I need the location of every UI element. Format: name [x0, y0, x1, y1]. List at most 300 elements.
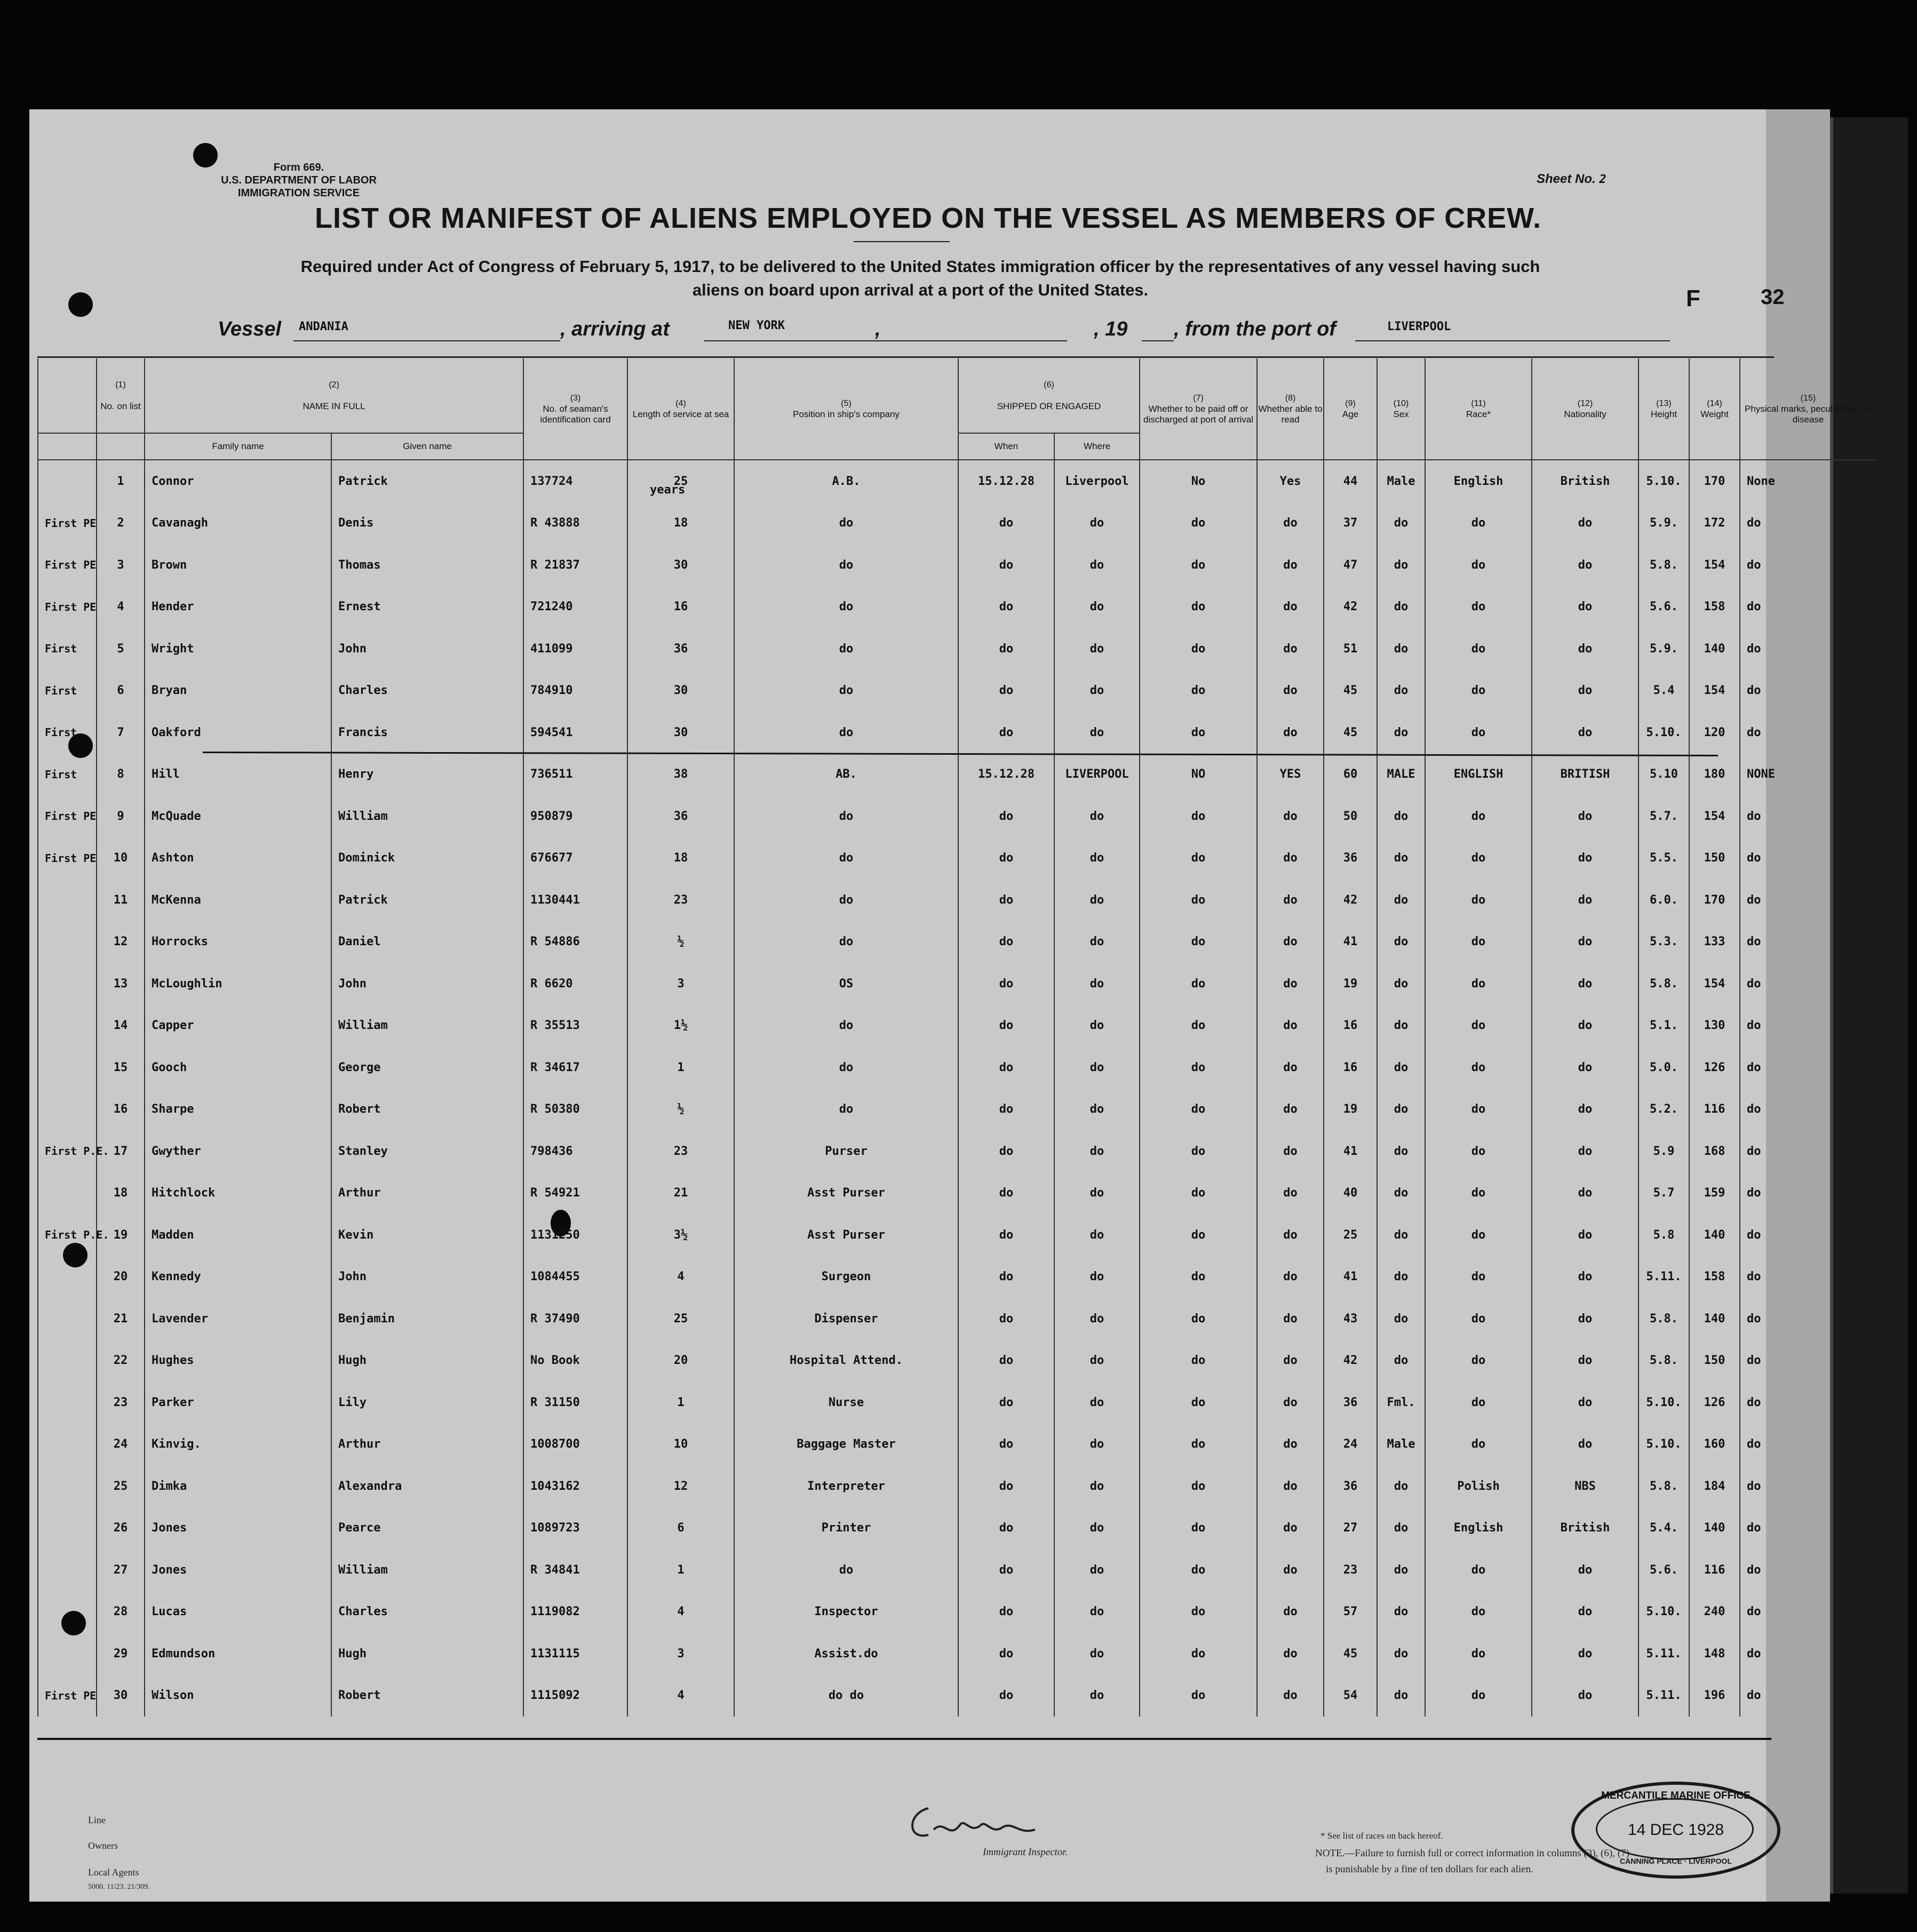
- given-name: Charles: [331, 670, 523, 712]
- shipped-when: do: [958, 1256, 1054, 1298]
- shipped-where: do: [1054, 1382, 1140, 1424]
- service-length: 1½: [627, 1005, 734, 1047]
- shipped-where: do: [1054, 1465, 1140, 1507]
- race: do: [1425, 1675, 1532, 1717]
- stamp-date: 14 DEC 1928: [1627, 1821, 1724, 1839]
- ship-position: Hospital Attend.: [734, 1340, 958, 1382]
- height: 5.10.: [1638, 460, 1689, 502]
- weight: 158: [1689, 586, 1740, 628]
- given-name: Benjamin: [331, 1298, 523, 1340]
- table-row: [38, 1507, 1876, 1550]
- shipped-where: do: [1054, 1675, 1140, 1717]
- paid-off: do: [1140, 879, 1257, 921]
- age: 36: [1324, 1382, 1377, 1424]
- age: 50: [1324, 795, 1377, 837]
- physical-marks: do: [1740, 837, 1876, 880]
- physical-marks: do: [1740, 1214, 1876, 1256]
- seaman-card-number: 798436: [523, 1130, 627, 1172]
- shipped-when: do: [958, 1005, 1054, 1047]
- header-nationality: (12) Nationality: [1532, 358, 1638, 460]
- paid-off: do: [1140, 1675, 1257, 1717]
- shipped-where: do: [1054, 1424, 1140, 1466]
- able-to-read: do: [1257, 1005, 1324, 1047]
- nationality: do: [1532, 1005, 1638, 1047]
- header-sex: (10) Sex: [1377, 358, 1425, 460]
- height: 5.8: [1638, 1214, 1689, 1256]
- table-row: [38, 502, 1876, 545]
- stamp-bottom-text: CANNING PLACE · LIVERPOOL: [1619, 1857, 1732, 1865]
- service-length: 20: [627, 1340, 734, 1382]
- shipped-where: do: [1054, 1172, 1140, 1215]
- seaman-card-number: 1089723: [523, 1507, 627, 1550]
- mercantile-marine-stamp: [1571, 1782, 1780, 1879]
- paid-off: do: [1140, 1089, 1257, 1131]
- sex: do: [1377, 1633, 1425, 1675]
- physical-marks: do: [1740, 795, 1876, 837]
- family-name: Edmundson: [145, 1633, 331, 1675]
- physical-marks: do: [1740, 1424, 1876, 1466]
- paid-off: NO: [1140, 754, 1257, 796]
- physical-marks: do: [1740, 1465, 1876, 1507]
- able-to-read: do: [1257, 1465, 1324, 1507]
- age: 23: [1324, 1549, 1377, 1591]
- race: do: [1425, 670, 1532, 712]
- weight: 116: [1689, 1549, 1740, 1591]
- table-row: [38, 670, 1876, 712]
- shipped-where: do: [1054, 1214, 1140, 1256]
- row-number: 27: [97, 1549, 145, 1591]
- nationality: British: [1532, 1507, 1638, 1550]
- shipped-where: do: [1054, 1298, 1140, 1340]
- height: 5.10.: [1638, 712, 1689, 754]
- row-number: 1: [97, 460, 145, 502]
- family-name: Gwyther: [145, 1130, 331, 1172]
- service-length: ½: [627, 921, 734, 963]
- table-top-rule: [37, 356, 1774, 358]
- weight: 180: [1689, 754, 1740, 796]
- sex: do: [1377, 1256, 1425, 1298]
- ship-position: Asst Purser: [734, 1214, 958, 1256]
- seaman-card-number: R 50380: [523, 1089, 627, 1131]
- family-name: Hitchlock: [145, 1172, 331, 1215]
- header-paid-off: (7) Whether to be paid off or discharged at port of arrival: [1140, 358, 1257, 460]
- service-length: 36: [627, 795, 734, 837]
- height: 5.10.: [1638, 1591, 1689, 1633]
- paid-off: do: [1140, 1549, 1257, 1591]
- physical-marks: NONE: [1740, 754, 1876, 796]
- seaman-card-number: 1131250: [523, 1214, 627, 1256]
- row-mark: [38, 1465, 97, 1507]
- race: English: [1425, 1507, 1532, 1550]
- nationality: do: [1532, 1256, 1638, 1298]
- ship-position: Asst Purser: [734, 1172, 958, 1215]
- sex: do: [1377, 837, 1425, 880]
- given-name: Patrick: [331, 460, 523, 502]
- service-length: 1: [627, 1047, 734, 1089]
- family-name: Jones: [145, 1549, 331, 1591]
- table-bottom-rule: [37, 1738, 1771, 1740]
- ship-position: do: [734, 586, 958, 628]
- table-row: [38, 1005, 1876, 1047]
- service-length: 1: [627, 1549, 734, 1591]
- table-row: [38, 1465, 1876, 1507]
- row-mark: [38, 1507, 97, 1550]
- row-number: 11: [97, 879, 145, 921]
- given-name: Patrick: [331, 879, 523, 921]
- family-name: Connor: [145, 460, 331, 502]
- height: 5.11.: [1638, 1256, 1689, 1298]
- age: 45: [1324, 1633, 1377, 1675]
- header-seaman-card: (3) No. of seaman's identification card: [523, 358, 627, 460]
- physical-marks: None: [1740, 460, 1876, 502]
- year-label: , 19: [1094, 318, 1128, 340]
- service-length: ½: [627, 1089, 734, 1131]
- height: 5.8.: [1638, 1465, 1689, 1507]
- shipped-when: do: [958, 1424, 1054, 1466]
- page-mark: F: [1686, 285, 1700, 312]
- row-number: 4: [97, 586, 145, 628]
- weight: 196: [1689, 1675, 1740, 1717]
- ship-position: do: [734, 1047, 958, 1089]
- shipped-when: do: [958, 1382, 1054, 1424]
- department-name: U.S. DEPARTMENT OF LABOR: [221, 174, 377, 186]
- row-mark: First: [38, 712, 97, 754]
- family-name: Hill: [145, 754, 331, 796]
- ship-position: do: [734, 544, 958, 586]
- years-unit: years: [650, 483, 686, 497]
- age: 41: [1324, 921, 1377, 963]
- row-mark: [38, 1172, 97, 1215]
- age: 41: [1324, 1256, 1377, 1298]
- physical-marks: do: [1740, 1507, 1876, 1550]
- table-row: [38, 1298, 1876, 1340]
- service-length: 36: [627, 628, 734, 670]
- age: 25: [1324, 1214, 1377, 1256]
- given-name: John: [331, 628, 523, 670]
- nationality: do: [1532, 1130, 1638, 1172]
- row-number: 15: [97, 1047, 145, 1089]
- row-number: 16: [97, 1089, 145, 1131]
- ship-position: do: [734, 921, 958, 963]
- seaman-card-number: 1131115: [523, 1633, 627, 1675]
- shipped-when: do: [958, 1340, 1054, 1382]
- shipped-when: do: [958, 544, 1054, 586]
- physical-marks: do: [1740, 879, 1876, 921]
- row-number: 28: [97, 1591, 145, 1633]
- table-row: [38, 1424, 1876, 1466]
- age: 40: [1324, 1172, 1377, 1215]
- page-title: LIST OR MANIFEST OF ALIENS EMPLOYED ON THE VESSEL AS MEMBERS OF CREW.: [315, 202, 1542, 234]
- age: 36: [1324, 837, 1377, 880]
- shipped-when: do: [958, 1214, 1054, 1256]
- height: 5.4.: [1638, 1507, 1689, 1550]
- paid-off: do: [1140, 1005, 1257, 1047]
- header-shipped-engaged: (6) SHIPPED OR ENGAGED: [958, 358, 1140, 433]
- sex: do: [1377, 921, 1425, 963]
- weight: 168: [1689, 1130, 1740, 1172]
- race: do: [1425, 1172, 1532, 1215]
- physical-marks: do: [1740, 1130, 1876, 1172]
- page-number: 32: [1761, 285, 1785, 309]
- row-mark: First PE: [38, 795, 97, 837]
- weight: 154: [1689, 963, 1740, 1005]
- paid-off: do: [1140, 1298, 1257, 1340]
- sex: do: [1377, 628, 1425, 670]
- nationality: do: [1532, 670, 1638, 712]
- height: 5.8.: [1638, 1340, 1689, 1382]
- service-length: 10: [627, 1424, 734, 1466]
- age: 41: [1324, 1130, 1377, 1172]
- service-length: 3: [627, 963, 734, 1005]
- header-physical-marks: (15) Physical marks, peculiarities, or disease: [1740, 358, 1876, 460]
- row-number: 5: [97, 628, 145, 670]
- ship-position: AB.: [734, 754, 958, 796]
- race: do: [1425, 879, 1532, 921]
- physical-marks: do: [1740, 1047, 1876, 1089]
- weight: 172: [1689, 502, 1740, 545]
- shipped-where: do: [1054, 670, 1140, 712]
- given-name: Francis: [331, 712, 523, 754]
- paid-off: do: [1140, 1256, 1257, 1298]
- shipped-where: do: [1054, 795, 1140, 837]
- row-number: 30: [97, 1675, 145, 1717]
- table-row: [38, 879, 1876, 921]
- row-number: 18: [97, 1172, 145, 1215]
- row-mark: First PE: [38, 544, 97, 586]
- family-name: Parker: [145, 1382, 331, 1424]
- family-name: Wilson: [145, 1675, 331, 1717]
- shipped-when: do: [958, 837, 1054, 880]
- shipped-where: do: [1054, 1633, 1140, 1675]
- nationality: do: [1532, 1214, 1638, 1256]
- shipped-when: do: [958, 670, 1054, 712]
- given-name: Stanley: [331, 1130, 523, 1172]
- race: do: [1425, 1256, 1532, 1298]
- row-mark: [38, 1549, 97, 1591]
- height: 5.9: [1638, 1130, 1689, 1172]
- shipped-where: do: [1054, 502, 1140, 545]
- crew-rows: [38, 460, 1876, 1717]
- table-row: [38, 460, 1876, 502]
- penalty-note-line-2: is punishable by a fine of ten dollars for each alien.: [1326, 1864, 1533, 1875]
- given-name: Denis: [331, 502, 523, 545]
- sex: MALE: [1377, 754, 1425, 796]
- height: 5.4: [1638, 670, 1689, 712]
- shipped-when: do: [958, 1465, 1054, 1507]
- family-name: Kinvig.: [145, 1424, 331, 1466]
- height: 6.0.: [1638, 879, 1689, 921]
- family-name: Jones: [145, 1507, 331, 1550]
- service-length: 4: [627, 1675, 734, 1717]
- physical-marks: do: [1740, 628, 1876, 670]
- row-number: 6: [97, 670, 145, 712]
- sex: do: [1377, 712, 1425, 754]
- sex: do: [1377, 1675, 1425, 1717]
- service-length: 4: [627, 1591, 734, 1633]
- ship-position: do: [734, 712, 958, 754]
- race: do: [1425, 921, 1532, 963]
- shipped-when: do: [958, 1633, 1054, 1675]
- physical-marks: do: [1740, 712, 1876, 754]
- weight: 159: [1689, 1172, 1740, 1215]
- race: do: [1425, 1298, 1532, 1340]
- table-row: [38, 1047, 1876, 1089]
- shipped-where: do: [1054, 921, 1140, 963]
- row-mark: First PE: [38, 502, 97, 545]
- service-length: 30: [627, 670, 734, 712]
- given-name: Lily: [331, 1382, 523, 1424]
- able-to-read: do: [1257, 1214, 1324, 1256]
- physical-marks: do: [1740, 670, 1876, 712]
- paid-off: do: [1140, 712, 1257, 754]
- shipped-when: do: [958, 1675, 1054, 1717]
- row-number: 21: [97, 1298, 145, 1340]
- height: 5.10: [1638, 754, 1689, 796]
- row-mark: [38, 1633, 97, 1675]
- row-mark: First PE: [38, 837, 97, 880]
- row-mark: First: [38, 628, 97, 670]
- family-name: Lucas: [145, 1591, 331, 1633]
- shipped-when: do: [958, 1591, 1054, 1633]
- physical-marks: do: [1740, 1005, 1876, 1047]
- row-number: 24: [97, 1424, 145, 1466]
- given-name: Daniel: [331, 921, 523, 963]
- height: 5.11.: [1638, 1675, 1689, 1717]
- row-number: 17: [97, 1130, 145, 1172]
- shipped-where: do: [1054, 712, 1140, 754]
- height: 5.3.: [1638, 921, 1689, 963]
- ship-position: do: [734, 795, 958, 837]
- requirement-line-2: aliens on board upon arrival at a port of the United States.: [692, 281, 1149, 299]
- given-name: John: [331, 1256, 523, 1298]
- service-length: 18: [627, 502, 734, 545]
- sex: do: [1377, 795, 1425, 837]
- table-row: [38, 1340, 1876, 1382]
- header-name-in-full: (2) NAME IN FULL: [145, 358, 523, 433]
- shipped-when: do: [958, 1130, 1054, 1172]
- given-name: Charles: [331, 1591, 523, 1633]
- shipped-when: do: [958, 963, 1054, 1005]
- race: do: [1425, 1340, 1532, 1382]
- service-length: 23: [627, 1130, 734, 1172]
- shipped-where: do: [1054, 1507, 1140, 1550]
- given-name: Alexandra: [331, 1465, 523, 1507]
- requirement-text: [176, 255, 1665, 302]
- seaman-card-number: R 6620: [523, 963, 627, 1005]
- given-name: Hugh: [331, 1340, 523, 1382]
- row-mark: [38, 1382, 97, 1424]
- height: 5.6.: [1638, 586, 1689, 628]
- sex: Fml.: [1377, 1382, 1425, 1424]
- able-to-read: do: [1257, 1298, 1324, 1340]
- family-name: Hender: [145, 586, 331, 628]
- nationality: do: [1532, 1047, 1638, 1089]
- weight: 130: [1689, 1005, 1740, 1047]
- race: do: [1425, 1424, 1532, 1466]
- weight: 240: [1689, 1591, 1740, 1633]
- table-row: [38, 754, 1876, 796]
- nationality: do: [1532, 837, 1638, 880]
- ship-position: Nurse: [734, 1382, 958, 1424]
- shipped-when: 15.12.28: [958, 754, 1054, 796]
- able-to-read: do: [1257, 1382, 1324, 1424]
- seaman-card-number: 736511: [523, 754, 627, 796]
- sex: do: [1377, 1340, 1425, 1382]
- row-mark: [38, 963, 97, 1005]
- physical-marks: do: [1740, 1382, 1876, 1424]
- given-name: Arthur: [331, 1424, 523, 1466]
- arriving-label: , arriving at: [560, 318, 670, 340]
- shipped-when: 15.12.28: [958, 460, 1054, 502]
- physical-marks: do: [1740, 1298, 1876, 1340]
- sex: do: [1377, 1130, 1425, 1172]
- nationality: do: [1532, 586, 1638, 628]
- nationality: British: [1532, 460, 1638, 502]
- arriving-comma: ,: [875, 318, 881, 340]
- able-to-read: do: [1257, 963, 1324, 1005]
- nationality: do: [1532, 879, 1638, 921]
- row-number: 13: [97, 963, 145, 1005]
- able-to-read: do: [1257, 1424, 1324, 1466]
- service-length: 1: [627, 1382, 734, 1424]
- family-name: Madden: [145, 1214, 331, 1256]
- sex: do: [1377, 1005, 1425, 1047]
- family-name: McLoughlin: [145, 963, 331, 1005]
- service-length: 23: [627, 879, 734, 921]
- able-to-read: YES: [1257, 754, 1324, 796]
- ship-position: do do: [734, 1675, 958, 1717]
- ship-position: OS: [734, 963, 958, 1005]
- header-given-name: Given name: [331, 433, 523, 460]
- physical-marks: do: [1740, 1256, 1876, 1298]
- service-length: 30: [627, 712, 734, 754]
- nationality: do: [1532, 963, 1638, 1005]
- shipped-where: do: [1054, 586, 1140, 628]
- nationality: NBS: [1532, 1465, 1638, 1507]
- weight: 170: [1689, 460, 1740, 502]
- family-name: Oakford: [145, 712, 331, 754]
- shipped-where: do: [1054, 1005, 1140, 1047]
- given-name: Robert: [331, 1675, 523, 1717]
- height: 5.0.: [1638, 1047, 1689, 1089]
- paid-off: do: [1140, 670, 1257, 712]
- row-mark: [38, 1005, 97, 1047]
- ship-position: do: [734, 502, 958, 545]
- row-number: 25: [97, 1465, 145, 1507]
- service-length: 18: [627, 837, 734, 880]
- header-age: (9) Age: [1324, 358, 1377, 460]
- given-name: Thomas: [331, 544, 523, 586]
- height: 5.9.: [1638, 628, 1689, 670]
- form-number: Form 669.: [273, 162, 324, 173]
- physical-marks: do: [1740, 502, 1876, 545]
- shipped-where: do: [1054, 1047, 1140, 1089]
- able-to-read: do: [1257, 1172, 1324, 1215]
- service-length: 3½: [627, 1214, 734, 1256]
- age: 42: [1324, 879, 1377, 921]
- sex: do: [1377, 879, 1425, 921]
- sex: do: [1377, 1507, 1425, 1550]
- header-family-name: Family name: [145, 433, 331, 460]
- given-name: Pearce: [331, 1507, 523, 1550]
- table-row: [38, 628, 1876, 670]
- table-row: [38, 1382, 1876, 1424]
- given-name: William: [331, 1005, 523, 1047]
- service-length: 12: [627, 1465, 734, 1507]
- seaman-card-number: 950879: [523, 795, 627, 837]
- sex: do: [1377, 502, 1425, 545]
- able-to-read: do: [1257, 879, 1324, 921]
